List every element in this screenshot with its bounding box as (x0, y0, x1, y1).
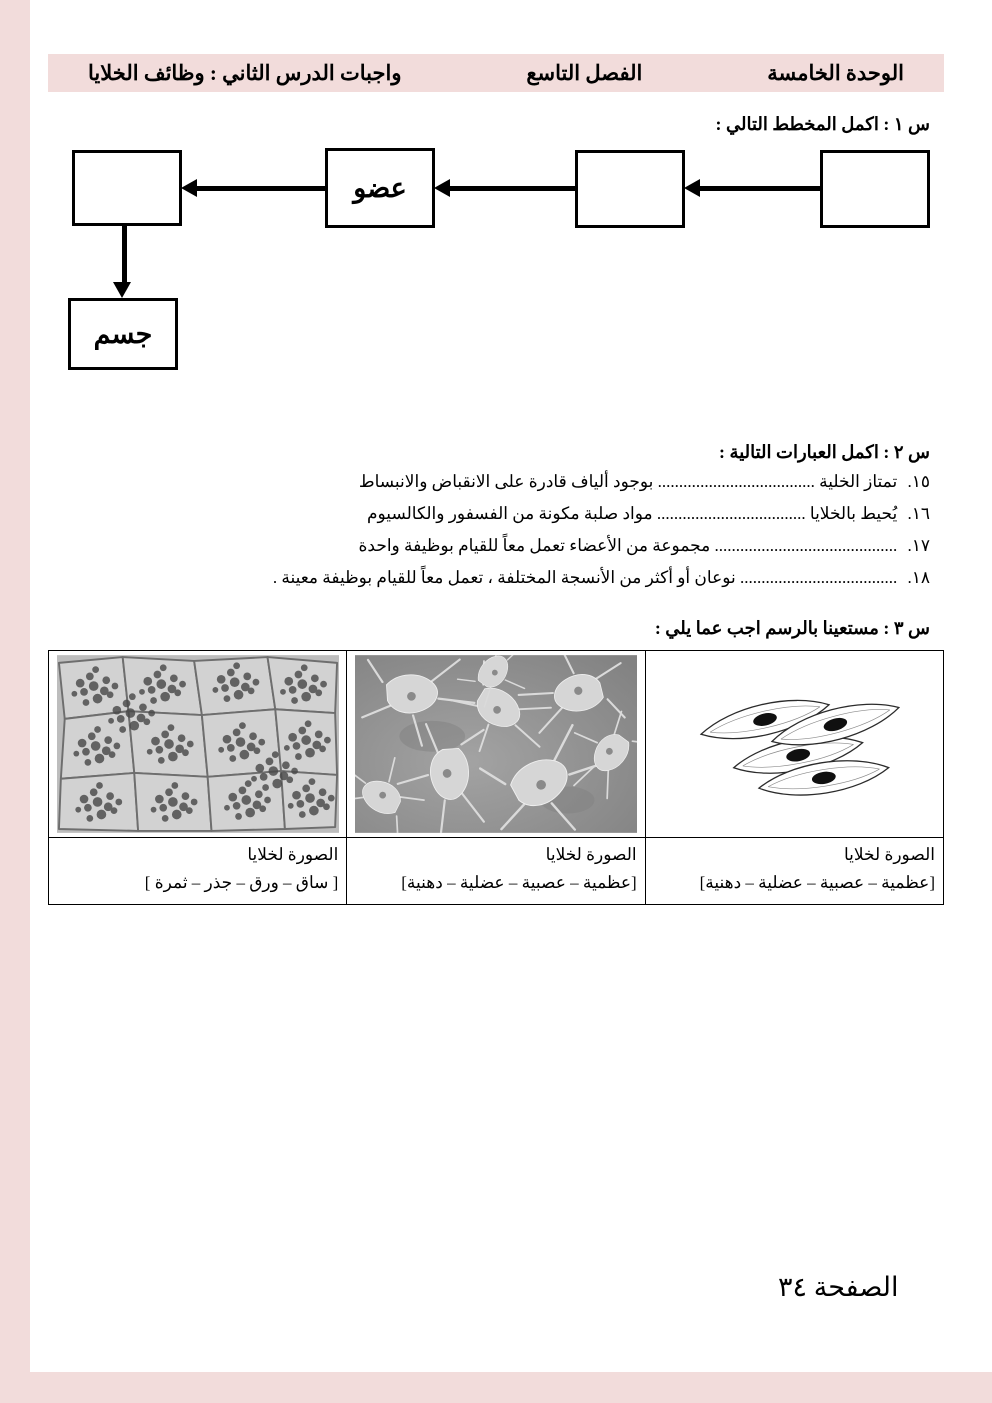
item-text-before: يُحيط بالخلايا (809, 504, 898, 523)
arrow-shaft (450, 186, 575, 191)
fill-blank-item (70, 466, 930, 498)
fill-blank-item (70, 498, 930, 530)
item-blank: ................................... (656, 504, 806, 523)
image-wrapper (347, 651, 644, 837)
image-caption: الصورة لخلايا (545, 845, 637, 864)
image-caption: الصورة لخلايا (247, 845, 339, 864)
muscle-cells-drawing (678, 670, 910, 818)
page-number: الصفحة ٣٤ (778, 1272, 899, 1302)
diagram-box-blank-1 (820, 150, 930, 228)
q3-title: س ٣ : مستعينا بالرسم اجب عما يلي : (654, 618, 930, 638)
muscle-cells-caption-cell (645, 838, 943, 905)
unit-title: الوحدة الخامسة (767, 60, 904, 85)
image-wrapper (49, 651, 346, 837)
q2-fill-blank-list (70, 466, 930, 594)
image-wrapper (646, 651, 943, 837)
arrow-head (434, 179, 450, 197)
item-number: ١٧. (907, 536, 930, 555)
item-text-before: تمتاز الخلية (819, 472, 898, 491)
plant-cells-photo (57, 655, 339, 833)
muscle-cells-image-cell (645, 651, 943, 838)
q1-title: س ١ : اكمل المخطط التالي : (715, 114, 930, 134)
item-blank: ..................................... (657, 472, 815, 491)
arrow-shaft (700, 186, 820, 191)
item-number: ١٦. (907, 504, 930, 523)
nerve-cells-caption-cell (347, 838, 645, 905)
diagram-box-blank-3 (72, 150, 182, 226)
item-text-after: بوجود ألياف قادرة على الانقباض والانبساط (358, 472, 654, 491)
image-options: [ ساق – ورق – جذر – ثمرة ] (144, 873, 339, 892)
fill-blank-item (70, 562, 930, 594)
cells-table (48, 650, 944, 905)
fill-blank-item (70, 530, 930, 562)
arrow-shaft (197, 186, 325, 191)
item-text-after: مجموعة من الأعضاء تعمل معاً للقيام بوظيفة واحدة (358, 536, 711, 555)
table-row-captions (49, 838, 944, 905)
nerve-cells-image-cell (347, 651, 645, 838)
bottom-accent-stripe (0, 1372, 992, 1403)
image-options: [عظمية – عصبية – عضلية – دهنية] (699, 873, 935, 892)
plant-cells-caption-cell (49, 838, 347, 905)
q2-title: س ٢ : اكمل العبارات التالية : (719, 442, 930, 462)
arrow-head (181, 179, 197, 197)
image-options: [عظمية – عصبية – عضلية – دهنية] (401, 873, 637, 892)
plant-cells-image-cell (49, 651, 347, 838)
diagram-box-body: جسم (68, 298, 178, 370)
table-row-images (49, 651, 944, 838)
lesson-title: واجبات الدرس الثاني : وظائف الخلايا (88, 60, 402, 85)
left-accent-stripe (0, 0, 30, 1403)
nerve-cells-photo (355, 655, 637, 833)
arrow-head (113, 282, 131, 298)
diagram-box-blank-2 (575, 150, 685, 228)
item-text-after: نوعان أو أكثر من الأنسجة المختلفة ، تعمل معاً للقيام بوظيفة معينة . (272, 568, 736, 587)
item-number: ١٨. (907, 568, 930, 587)
chapter-title: الفصل التاسع (526, 60, 643, 85)
arrow-head (684, 179, 700, 197)
arrow-shaft (122, 226, 127, 284)
header-banner (48, 54, 944, 92)
item-blank: ..................................... (739, 568, 898, 587)
item-text-after: مواد صلبة مكونة من الفسفور والكالسيوم (367, 504, 653, 523)
item-number: ١٥. (907, 472, 930, 491)
image-caption: الصورة لخلايا (843, 845, 935, 864)
diagram-box-organ: عضو (325, 148, 435, 228)
item-blank: ........................................... (714, 536, 898, 555)
